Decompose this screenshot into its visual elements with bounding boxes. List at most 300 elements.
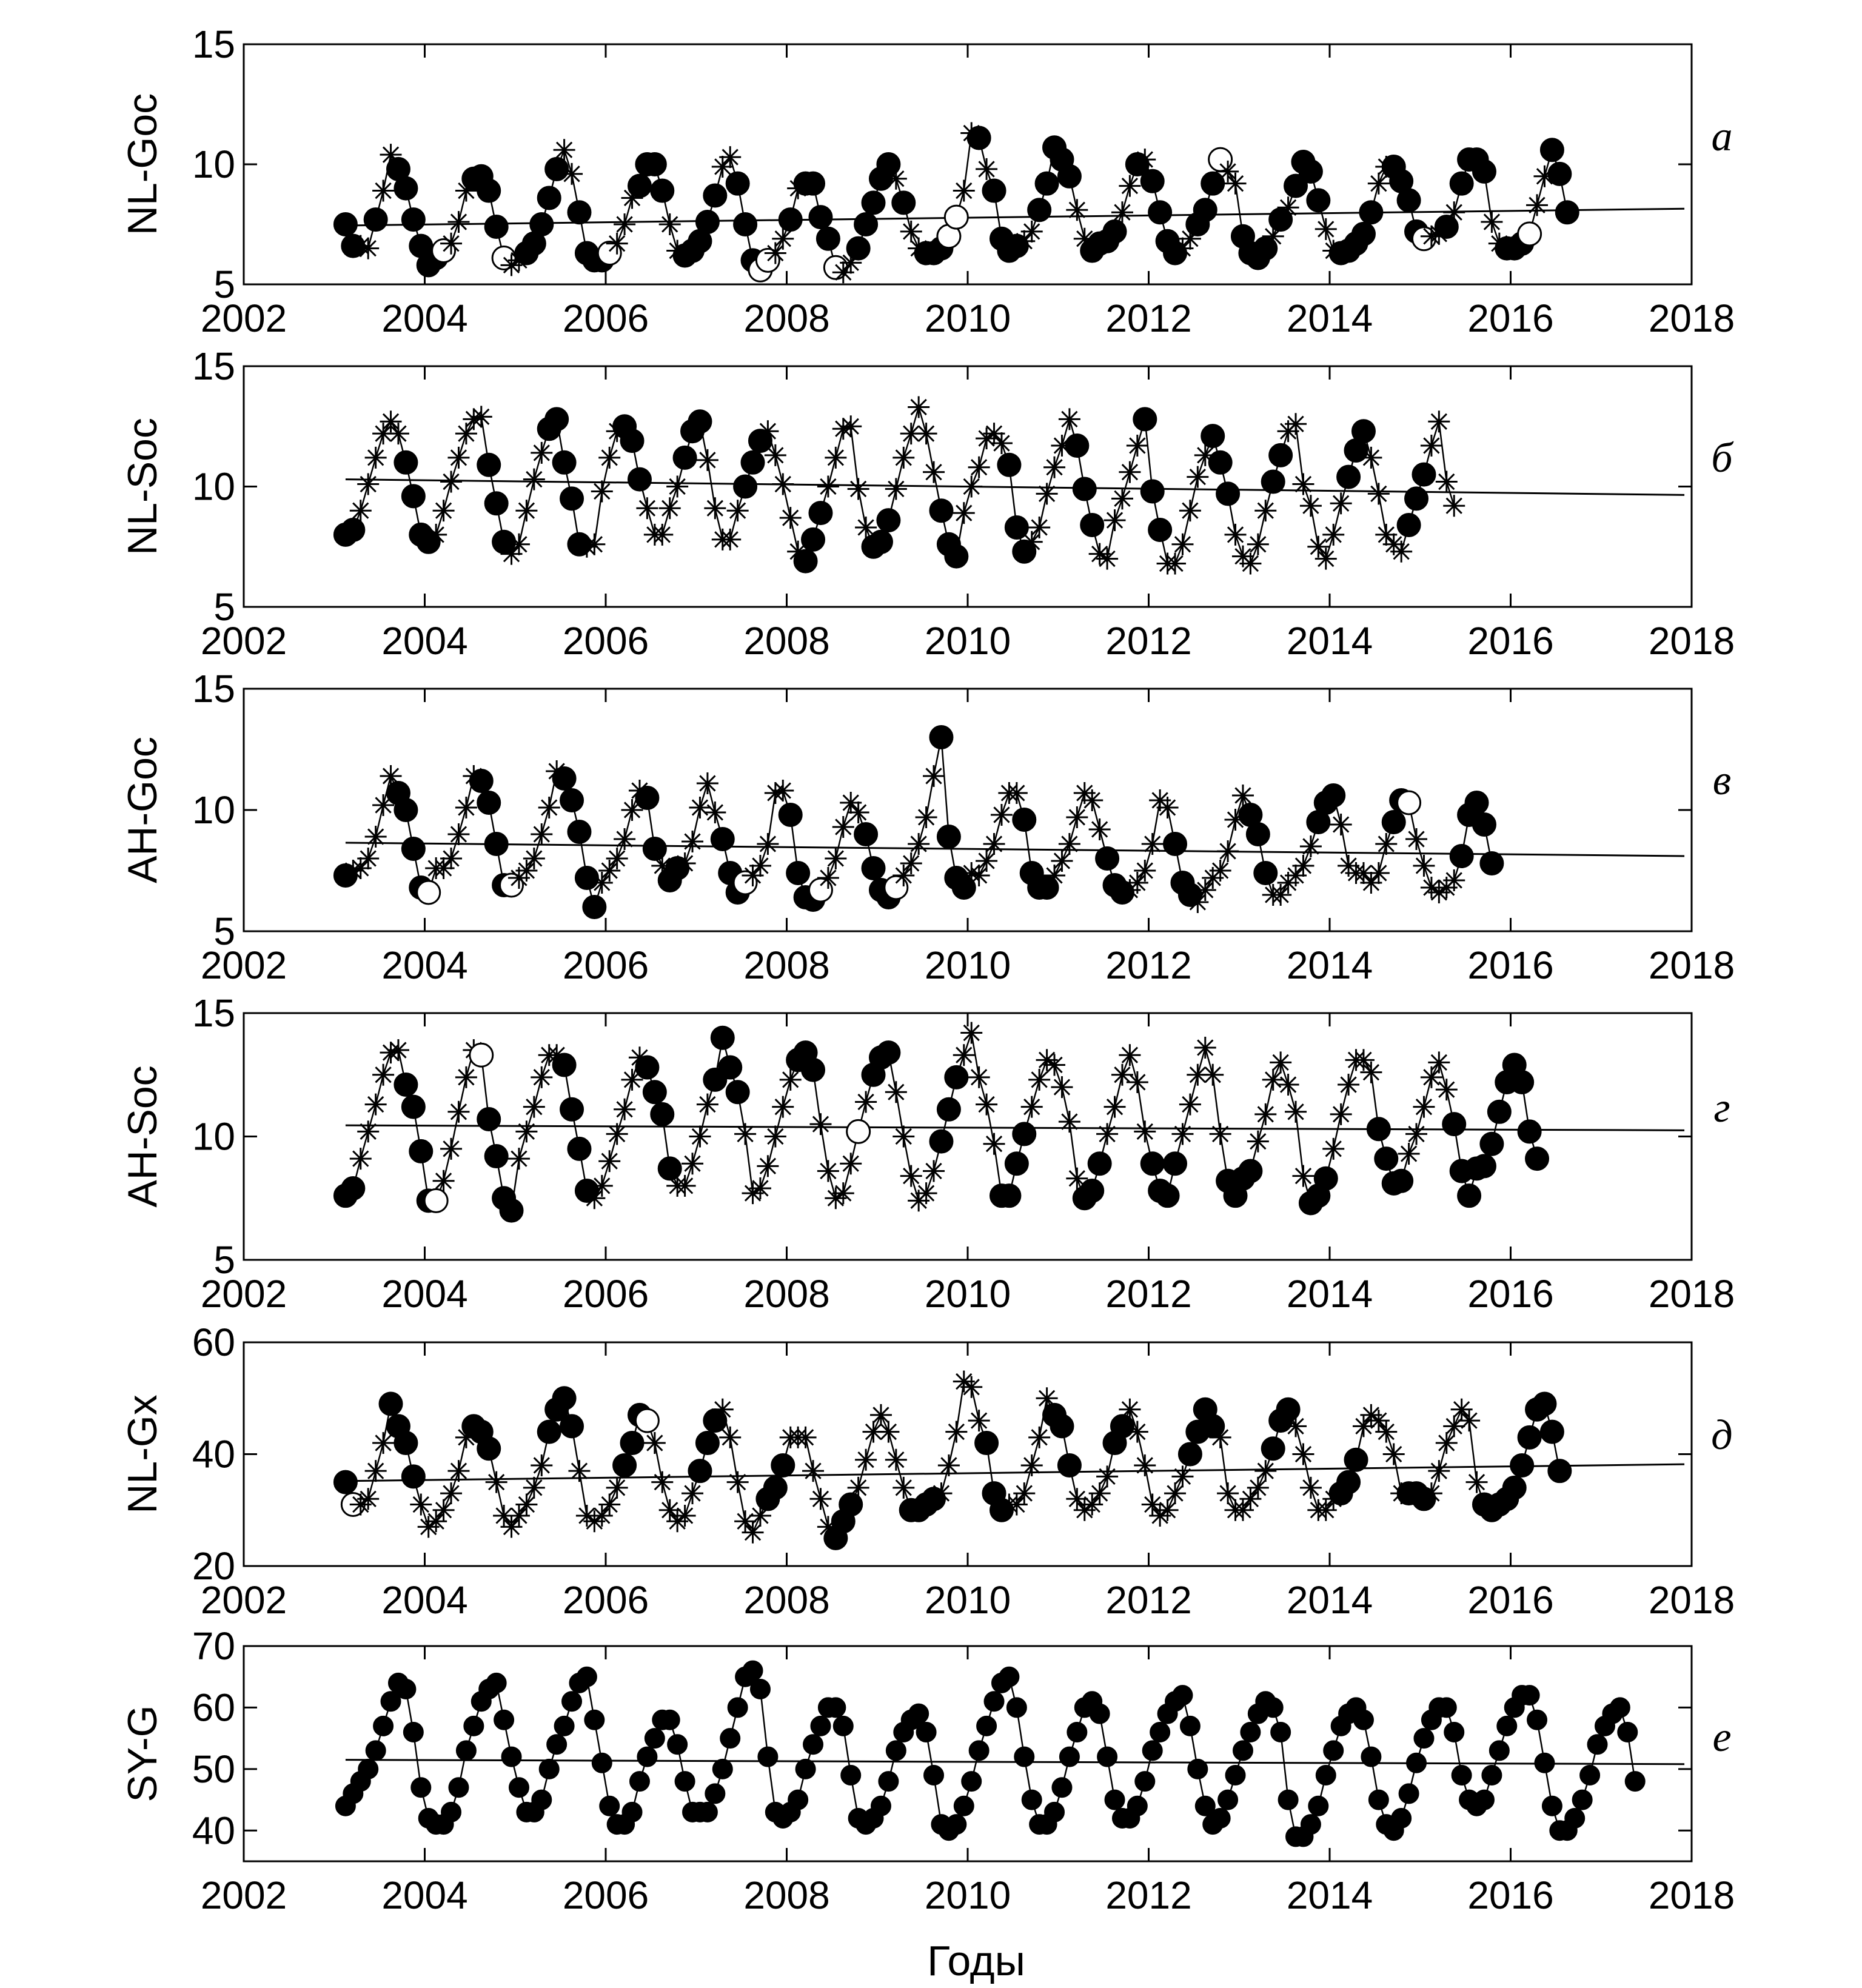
data-point <box>334 213 357 236</box>
data-point <box>449 1778 468 1797</box>
x-tick-label: 2002 <box>200 1272 287 1316</box>
data-point <box>713 1759 732 1779</box>
data-point-star <box>892 1126 914 1148</box>
data-point-star <box>1059 1111 1080 1133</box>
data-point-star <box>433 500 455 521</box>
data-point-star <box>674 1175 696 1197</box>
data-point-star <box>1436 1079 1458 1100</box>
data-point <box>583 895 606 919</box>
data-point <box>1096 847 1119 870</box>
x-tick-label: 2002 <box>200 943 287 987</box>
data-point <box>380 1392 403 1415</box>
data-point <box>1399 1784 1419 1803</box>
data-point <box>854 823 877 846</box>
data-point <box>1324 1741 1343 1760</box>
data-point <box>718 1056 742 1079</box>
x-tick-label: 2016 <box>1467 943 1554 987</box>
data-point <box>1375 1147 1398 1170</box>
data-point-star <box>591 480 613 502</box>
data-point <box>1405 487 1428 510</box>
data-point-star <box>960 1376 982 1398</box>
data-point <box>862 191 885 214</box>
data-point-star <box>719 529 741 551</box>
data-point <box>877 1041 900 1064</box>
data-point <box>1527 1710 1547 1730</box>
data-point <box>1473 160 1496 183</box>
data-point <box>1535 1753 1554 1773</box>
data-point-star <box>900 852 922 874</box>
x-tick-label: 2016 <box>1467 1578 1554 1622</box>
data-point <box>645 1729 665 1748</box>
data-point <box>1541 138 1564 161</box>
x-tick-label: 2014 <box>1286 619 1373 663</box>
data-point <box>402 484 425 507</box>
x-tick-label: 2010 <box>924 1578 1011 1622</box>
data-point-star <box>1096 548 1118 570</box>
data-point-star <box>968 1066 990 1088</box>
data-point-star <box>372 1064 394 1086</box>
data-point <box>1510 1454 1533 1477</box>
data-point <box>1367 1117 1390 1140</box>
data-point-star <box>689 797 711 818</box>
data-point <box>1398 514 1421 537</box>
data-point <box>1548 162 1571 186</box>
data-point <box>1090 1704 1110 1724</box>
y-axis-label: NL-Gx <box>119 1394 166 1514</box>
data-point <box>1533 1392 1556 1415</box>
data-point <box>1141 480 1164 503</box>
data-point-star <box>1171 534 1193 555</box>
data-point <box>946 1815 966 1834</box>
data-point-star <box>885 1449 907 1471</box>
data-point <box>577 1667 597 1687</box>
data-point-star <box>825 447 846 469</box>
data-point-star <box>350 500 372 521</box>
data-point <box>1013 1122 1036 1145</box>
data-point <box>877 509 900 532</box>
data-point <box>764 1476 787 1499</box>
data-point <box>1475 1790 1494 1810</box>
y-tick-label: 15 <box>192 667 235 711</box>
data-point <box>635 1056 658 1079</box>
data-point-star <box>515 1120 537 1142</box>
data-point-star <box>365 1460 387 1482</box>
x-tick-label: 2014 <box>1286 1578 1373 1622</box>
data-point <box>937 825 960 848</box>
data-point <box>854 213 877 236</box>
data-point-open <box>424 1189 447 1212</box>
x-tick-label: 2004 <box>381 296 468 340</box>
data-point <box>1105 1790 1125 1810</box>
data-point <box>568 201 591 224</box>
data-point-star <box>1066 806 1088 828</box>
data-point <box>560 487 583 510</box>
data-point-open <box>635 1409 658 1432</box>
x-tick-label: 2012 <box>1105 1873 1192 1917</box>
data-point <box>1264 1698 1283 1717</box>
data-point-star <box>1028 517 1050 538</box>
data-point-star <box>659 497 681 519</box>
data-point-star <box>591 1175 613 1197</box>
data-point-star <box>1428 1460 1450 1482</box>
data-point <box>568 1137 591 1160</box>
data-point-star <box>455 797 477 818</box>
data-point-star <box>1292 1165 1314 1187</box>
data-point-star <box>780 507 802 529</box>
data-point-star <box>1021 1096 1043 1118</box>
x-tick-label: 2002 <box>200 296 287 340</box>
data-point <box>485 215 508 238</box>
data-point <box>394 177 417 200</box>
data-point-star <box>1466 1471 1488 1493</box>
data-point <box>879 1772 898 1791</box>
data-point <box>1452 1765 1472 1785</box>
data-point <box>1573 1790 1592 1810</box>
data-point-star <box>734 1123 756 1145</box>
data-point-star <box>1089 818 1111 840</box>
data-point <box>1480 852 1503 875</box>
data-point <box>1058 1454 1081 1477</box>
y-tick-label: 10 <box>192 464 235 509</box>
x-tick-label: 2016 <box>1467 619 1554 663</box>
data-point-star <box>651 524 673 546</box>
data-point-star <box>991 432 1013 454</box>
data-point <box>1247 823 1270 846</box>
data-point-star <box>365 447 387 469</box>
data-point-star <box>606 1123 628 1145</box>
data-point <box>970 1741 989 1760</box>
data-point <box>494 1710 514 1730</box>
data-point-star <box>953 502 975 524</box>
data-point <box>1045 1802 1064 1822</box>
y-tick-label: 60 <box>192 1685 235 1730</box>
data-point-star <box>1051 1076 1073 1098</box>
data-point <box>668 1735 687 1754</box>
data-point-star <box>1127 435 1148 457</box>
data-point-star <box>440 848 462 869</box>
data-point <box>802 172 825 195</box>
data-point-star <box>1338 1074 1359 1096</box>
data-point <box>545 158 568 181</box>
data-point <box>1352 420 1375 443</box>
x-tick-label: 2004 <box>381 943 468 987</box>
data-point-star <box>923 1160 945 1182</box>
data-point-star <box>531 823 552 845</box>
data-point <box>674 446 697 469</box>
data-point <box>985 1692 1004 1711</box>
data-point <box>1450 845 1473 868</box>
data-point-star <box>1096 1123 1118 1145</box>
data-point <box>1141 170 1164 193</box>
data-point <box>698 1802 717 1822</box>
data-point <box>1337 1471 1360 1494</box>
data-point-star <box>606 848 628 869</box>
data-point-star <box>636 497 658 519</box>
data-point-star <box>447 823 469 845</box>
x-tick-label: 2006 <box>562 943 649 987</box>
data-point-star <box>1210 860 1231 882</box>
x-tick-label: 2018 <box>1648 296 1735 340</box>
x-axis-label: Годы <box>927 1937 1025 1984</box>
data-point <box>532 1790 551 1810</box>
data-point-star <box>1104 1096 1126 1118</box>
data-point <box>584 1710 604 1730</box>
data-point <box>1233 1741 1253 1760</box>
data-point <box>751 1679 770 1699</box>
data-point <box>568 820 591 843</box>
data-point <box>796 1759 815 1779</box>
data-point <box>1262 470 1285 494</box>
data-point-star <box>682 1482 703 1504</box>
data-point <box>1143 1741 1162 1760</box>
data-point <box>886 1741 906 1760</box>
data-point-star <box>968 1410 990 1431</box>
data-point-star <box>440 233 462 255</box>
x-tick-label: 2012 <box>1105 1272 1192 1316</box>
data-point-star <box>365 826 387 848</box>
data-point-star <box>1254 1103 1276 1125</box>
data-point <box>929 499 953 522</box>
data-point <box>1179 1443 1202 1466</box>
data-point-star <box>704 497 726 519</box>
x-tick-label: 2008 <box>743 1272 830 1316</box>
data-point-star <box>825 848 846 869</box>
data-point <box>1173 1685 1192 1705</box>
data-point <box>1480 1133 1503 1156</box>
data-point <box>621 1431 644 1454</box>
data-point-star <box>1375 833 1397 855</box>
data-point <box>623 1802 642 1822</box>
data-point <box>1548 1459 1571 1482</box>
x-tick-label: 2010 <box>924 296 1011 340</box>
data-point-star <box>1164 553 1186 575</box>
y-axis-label: AH-Goc <box>119 737 166 883</box>
data-point-star <box>892 1477 914 1499</box>
data-point-star <box>976 158 997 180</box>
data-point <box>1525 1147 1549 1170</box>
data-point <box>1148 518 1171 541</box>
data-point <box>1007 1698 1026 1717</box>
data-point-star <box>1134 860 1156 882</box>
data-point <box>841 1765 860 1785</box>
data-point-star <box>531 1066 552 1088</box>
data-point <box>651 1103 674 1126</box>
data-point-star <box>554 139 575 161</box>
data-point-open <box>1398 791 1421 814</box>
data-point-open <box>945 206 968 229</box>
data-point <box>621 429 644 452</box>
data-point-star <box>1330 492 1352 514</box>
data-point <box>1473 1154 1496 1177</box>
data-point <box>1052 1778 1071 1797</box>
data-point-star <box>1028 1427 1050 1448</box>
data-point-star <box>727 500 749 521</box>
data-point <box>1588 1735 1607 1754</box>
data-point-star <box>508 534 530 555</box>
data-point <box>1444 1722 1464 1742</box>
data-point <box>1194 198 1217 221</box>
data-point <box>341 1177 364 1200</box>
data-point-star <box>757 833 779 855</box>
data-point-star <box>1428 1051 1450 1073</box>
data-point <box>592 1753 612 1773</box>
data-point-star <box>900 1165 922 1187</box>
data-point-star <box>983 833 1005 855</box>
data-point <box>560 789 583 812</box>
data-point <box>1345 1448 1368 1471</box>
data-point <box>538 1421 561 1444</box>
data-point-star <box>749 855 771 877</box>
data-point-open <box>1518 223 1541 246</box>
data-point <box>402 1096 425 1119</box>
data-point-star <box>1142 833 1164 855</box>
data-point-star <box>1059 833 1080 855</box>
x-tick-label: 2014 <box>1286 1873 1373 1917</box>
data-point <box>1437 1698 1456 1717</box>
data-point-star <box>916 1182 937 1204</box>
data-point-star <box>1322 524 1344 546</box>
data-point-star <box>1179 500 1201 521</box>
data-point-star <box>1443 495 1465 517</box>
data-point <box>560 1414 583 1437</box>
data-point <box>1412 463 1435 486</box>
data-point <box>613 1454 636 1477</box>
x-tick-label: 2008 <box>743 1578 830 1622</box>
data-point-star <box>1096 1465 1118 1487</box>
y-tick-label: 15 <box>192 344 235 388</box>
data-point-star <box>1021 1454 1043 1476</box>
x-tick-label: 2010 <box>924 1873 1011 1917</box>
data-point <box>924 1765 943 1785</box>
data-point <box>696 1431 719 1454</box>
data-point <box>1279 1790 1298 1810</box>
data-point-star <box>960 1022 982 1044</box>
data-point-star <box>1066 199 1088 221</box>
data-point <box>1369 1790 1388 1810</box>
data-point-star <box>749 1177 771 1199</box>
data-point-star <box>1405 828 1427 850</box>
data-point <box>720 1729 740 1748</box>
data-point <box>1465 791 1489 814</box>
data-point <box>811 1716 830 1736</box>
data-point <box>999 1667 1019 1687</box>
data-point <box>929 726 953 749</box>
data-point <box>1322 784 1345 807</box>
data-point <box>411 1778 430 1797</box>
y-tick-label: 40 <box>192 1432 235 1476</box>
data-point <box>1180 1716 1200 1736</box>
data-point <box>945 545 968 568</box>
data-point-star <box>372 180 394 202</box>
data-point-star <box>809 1113 831 1135</box>
data-point <box>734 475 757 498</box>
data-point-star <box>1217 840 1239 862</box>
data-point-star <box>1119 175 1140 197</box>
data-point <box>688 1459 711 1482</box>
data-point-star <box>447 447 469 469</box>
data-point <box>394 798 417 822</box>
x-tick-label: 2016 <box>1467 1873 1554 1917</box>
data-point <box>1065 434 1088 457</box>
data-point <box>560 1098 583 1121</box>
data-point-star <box>1526 194 1548 216</box>
data-point <box>1103 220 1127 243</box>
data-point-star <box>1134 149 1156 170</box>
x-tick-label: 2018 <box>1648 619 1735 663</box>
data-point <box>954 1796 974 1816</box>
panel-letter: в <box>1712 757 1732 804</box>
data-point <box>540 1759 559 1779</box>
data-point <box>696 210 719 233</box>
y-tick-label: 15 <box>192 991 235 1035</box>
data-point-star <box>953 1044 975 1066</box>
data-point <box>555 1716 574 1736</box>
data-point <box>937 1098 960 1121</box>
data-point <box>711 828 734 851</box>
data-point <box>334 1471 357 1494</box>
data-point-star <box>916 806 937 828</box>
data-point-star <box>1127 1071 1148 1093</box>
data-point <box>562 1692 581 1711</box>
data-point <box>1067 1722 1087 1742</box>
data-point <box>1580 1765 1599 1785</box>
data-point-star <box>1104 509 1126 531</box>
data-point-star <box>727 1471 749 1493</box>
data-point-star <box>1225 173 1247 195</box>
data-point-star <box>1428 410 1450 432</box>
data-point-star <box>1368 483 1390 504</box>
data-point-star <box>712 1399 734 1421</box>
data-point <box>1337 466 1360 489</box>
data-point <box>1359 201 1382 224</box>
y-tick-label: 60 <box>192 1320 235 1364</box>
data-point <box>1239 1159 1262 1182</box>
y-tick-label: 70 <box>192 1624 235 1668</box>
data-point <box>945 1066 968 1089</box>
data-point <box>742 451 765 474</box>
data-point <box>637 1747 657 1767</box>
x-tick-label: 2006 <box>562 1578 649 1622</box>
data-point <box>1128 1796 1147 1816</box>
data-point <box>553 1387 576 1410</box>
data-point <box>470 769 493 792</box>
data-point <box>502 1747 521 1767</box>
data-point <box>1073 477 1096 500</box>
x-tick-label: 2008 <box>743 1873 830 1917</box>
data-point <box>538 186 561 209</box>
data-point-star <box>772 780 794 802</box>
data-point-star <box>1059 408 1080 430</box>
data-point-star <box>486 1471 507 1493</box>
data-point-star <box>365 1094 387 1116</box>
data-point <box>485 1145 508 1168</box>
data-point <box>1013 808 1036 831</box>
x-tick-label: 2004 <box>381 1272 468 1316</box>
data-point-star <box>916 423 937 444</box>
data-point <box>1080 514 1103 537</box>
data-point <box>675 1772 695 1791</box>
y-tick-label: 20 <box>192 1544 235 1588</box>
data-point-star <box>1119 1399 1140 1421</box>
data-point-star <box>832 1182 854 1204</box>
data-point-star <box>923 461 945 483</box>
data-point <box>1565 1809 1584 1828</box>
data-point-star <box>447 211 469 233</box>
data-point <box>660 1710 680 1730</box>
data-point <box>1050 1414 1073 1437</box>
data-point-star <box>908 833 929 855</box>
data-point-star <box>1292 1444 1314 1465</box>
